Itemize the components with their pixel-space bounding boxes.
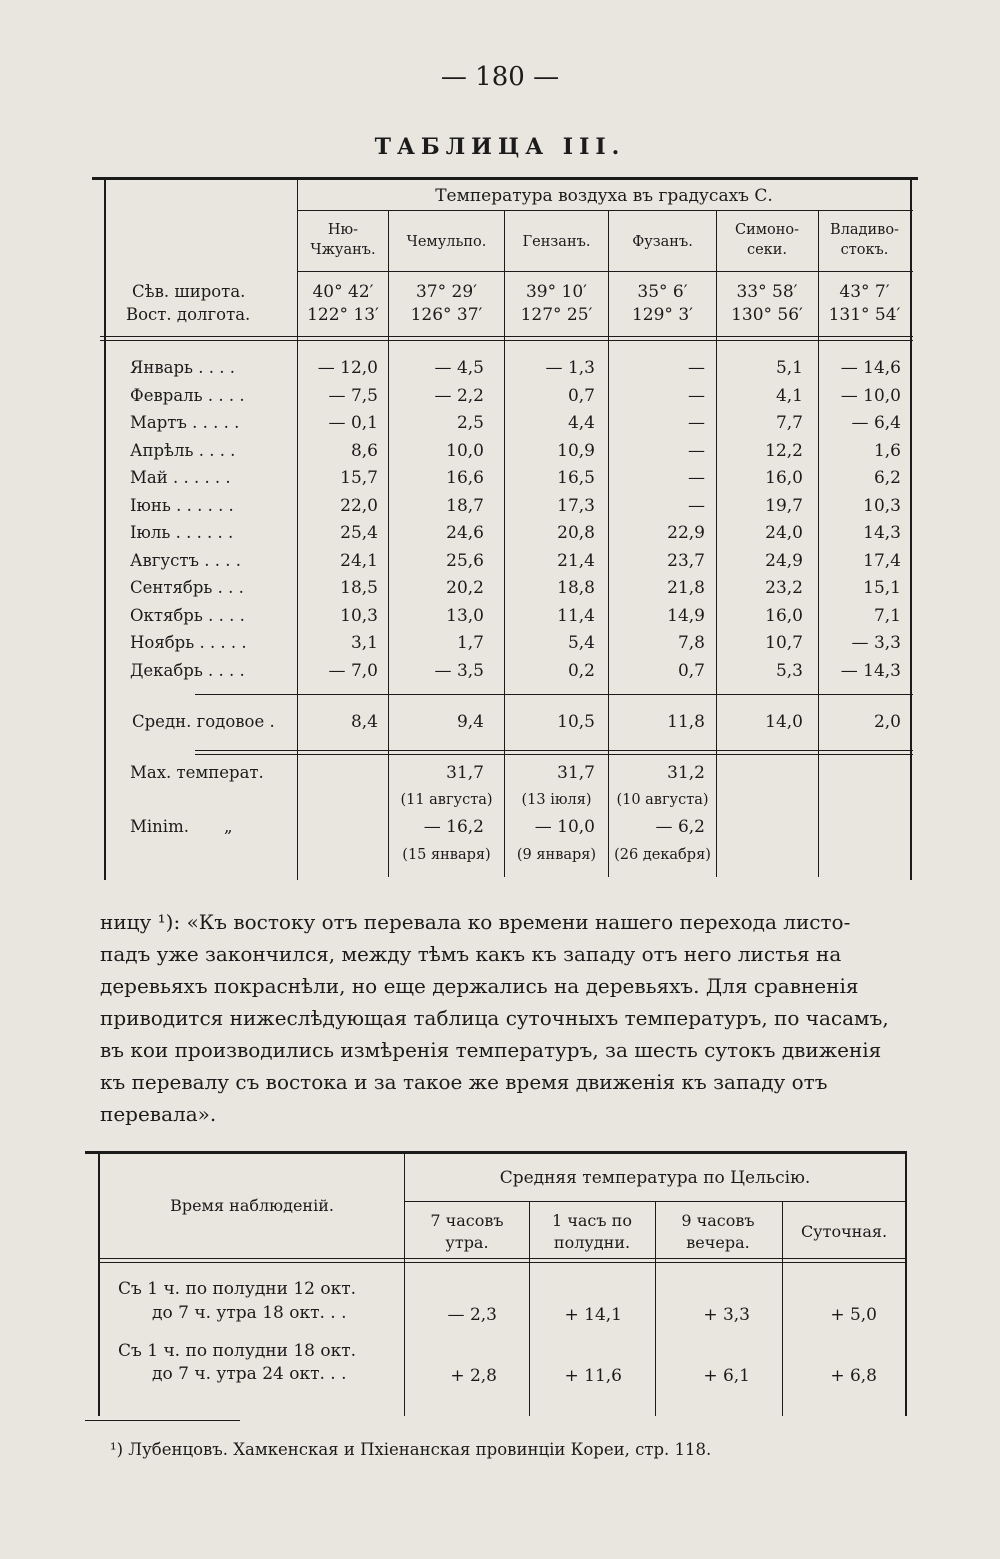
month-label: Октябрь . . . . xyxy=(130,606,245,625)
month-value: 20,2 xyxy=(446,578,484,598)
month-label: Августъ . . . . xyxy=(130,551,241,570)
month-value: 23,2 xyxy=(765,578,803,598)
month-value: — 14,6 xyxy=(840,358,901,378)
month-value: 21,8 xyxy=(667,578,705,598)
month-value: 15,1 xyxy=(863,578,901,598)
period-line: Съ 1 ч. по полудни 12 окт. xyxy=(118,1279,357,1299)
month-value: — 4,5 xyxy=(434,358,484,378)
month-value: 24,9 xyxy=(765,551,803,571)
period-line: до 7 ч. утра 24 окт. . . xyxy=(152,1364,347,1384)
month-value: 2,5 xyxy=(456,413,484,433)
max-date: (11 августа) xyxy=(400,792,493,808)
station-header: Фузанъ. xyxy=(632,234,693,250)
month-label: Сентябрь . . . xyxy=(130,578,244,597)
month-value: 16,6 xyxy=(446,468,484,488)
month-value: 22,0 xyxy=(340,496,378,516)
month-value: 14,9 xyxy=(667,606,705,626)
month-value: — 0,1 xyxy=(328,413,378,433)
table2-group-header: Средняя температура по Цельсію. xyxy=(499,1168,811,1188)
month-value: 21,4 xyxy=(557,551,595,571)
footnote-rule xyxy=(85,1420,240,1421)
month-value: 7,7 xyxy=(775,413,803,433)
month-label: Ноябрь . . . . . xyxy=(130,633,247,652)
month-value: 7,1 xyxy=(873,606,901,626)
month-label: Январь . . . . xyxy=(130,358,235,377)
month-value: — xyxy=(688,386,705,406)
month-value: 19,7 xyxy=(765,496,803,516)
min-label: Minim. xyxy=(130,817,189,836)
month-value: 25,6 xyxy=(446,551,484,571)
month-value: — 3,5 xyxy=(434,661,484,681)
max-value: 31,7 xyxy=(446,763,484,783)
daily-value: + 6,1 xyxy=(703,1366,750,1386)
station-longitude: 131° 54′ xyxy=(828,305,901,325)
month-value: 4,4 xyxy=(567,413,595,433)
month-label: Мартъ . . . . . xyxy=(130,413,240,432)
month-value: 1,7 xyxy=(456,633,484,653)
month-value: — 2,2 xyxy=(434,386,484,406)
month-value: 18,5 xyxy=(340,578,378,598)
month-value: — xyxy=(688,496,705,516)
station-latitude: 43° 7′ xyxy=(839,282,890,302)
month-label: Іюнь . . . . . . xyxy=(130,496,234,515)
month-value: — 6,4 xyxy=(851,413,901,433)
month-label: Декабрь . . . . xyxy=(130,661,245,680)
month-value: 10,9 xyxy=(557,441,595,461)
month-label: Апрѣль . . . . xyxy=(130,441,236,460)
month-value: — xyxy=(688,468,705,488)
annual-value: 10,5 xyxy=(557,712,595,732)
station-latitude: 33° 58′ xyxy=(736,282,798,302)
month-value: 3,1 xyxy=(350,633,378,653)
month-value: — 7,0 xyxy=(328,661,378,681)
month-value: 14,3 xyxy=(863,523,901,543)
month-value: — 10,0 xyxy=(840,386,901,406)
month-value: 16,5 xyxy=(557,468,595,488)
annual-value: 11,8 xyxy=(667,712,705,732)
paragraph-line: падъ уже закончился, между тѣмъ какъ къ западу отъ него листья на xyxy=(100,942,842,966)
daily-value: + 5,0 xyxy=(830,1305,877,1325)
paragraph-line: приводится нижеслѣдующая таблица суточныхъ температуръ, по часамъ, xyxy=(100,1006,889,1030)
daily-value: + 2,8 xyxy=(450,1366,497,1386)
station-longitude: 129° 3′ xyxy=(631,305,694,325)
station-header: Владиво-стокъ. xyxy=(830,222,899,258)
paragraph-line: деревьяхъ покраснѣли, но еще держались на деревьяхъ. Для сравненія xyxy=(100,974,859,998)
month-value: 10,3 xyxy=(863,496,901,516)
month-value: — xyxy=(688,358,705,378)
station-header: Гензанъ. xyxy=(522,234,591,250)
min-value: — 10,0 xyxy=(534,817,595,837)
month-value: 10,7 xyxy=(765,633,803,653)
max-date: (10 августа) xyxy=(616,792,709,808)
month-value: 4,1 xyxy=(775,386,803,406)
station-header: Чемульпо. xyxy=(406,234,487,250)
column-header: 1 часъ по полудни. xyxy=(552,1211,632,1252)
column-header: 7 часовъ утра. xyxy=(430,1211,504,1252)
month-value: 10,0 xyxy=(446,441,484,461)
month-value: — 12,0 xyxy=(317,358,378,378)
daily-value: + 11,6 xyxy=(564,1366,622,1386)
min-date: (15 января) xyxy=(402,847,491,863)
month-value: 0,2 xyxy=(567,661,595,681)
month-value: 18,7 xyxy=(446,496,484,516)
column-header: Суточная. xyxy=(800,1222,888,1241)
month-value: 11,4 xyxy=(557,606,595,626)
month-value: 13,0 xyxy=(446,606,484,626)
paragraph-line: перевала». xyxy=(100,1102,217,1126)
month-value: 23,7 xyxy=(667,551,705,571)
month-value: 18,8 xyxy=(557,578,595,598)
min-date: (9 января) xyxy=(516,847,597,863)
footnote: ¹) Лубенцовъ. Хамкенская и Пхіенанская провинціи Кореи, стр. 118. xyxy=(110,1440,712,1459)
month-value: 10,3 xyxy=(340,606,378,626)
month-value: 0,7 xyxy=(677,661,705,681)
month-value: — xyxy=(688,441,705,461)
month-value: 5,3 xyxy=(775,661,803,681)
month-value: 24,6 xyxy=(446,523,484,543)
daily-value: + 14,1 xyxy=(564,1305,622,1325)
month-value: — 3,3 xyxy=(851,633,901,653)
annual-value: 9,4 xyxy=(456,712,484,732)
month-value: — 1,3 xyxy=(545,358,595,378)
month-value: 6,2 xyxy=(873,468,901,488)
month-value: 16,0 xyxy=(765,468,803,488)
max-label: Max. температ. xyxy=(130,763,264,782)
month-value: 1,6 xyxy=(873,441,901,461)
month-value: 7,8 xyxy=(677,633,705,653)
daily-value: — 2,3 xyxy=(447,1305,497,1325)
month-value: 8,6 xyxy=(350,441,378,461)
month-value: 15,7 xyxy=(340,468,378,488)
month-value: 24,1 xyxy=(340,551,378,571)
station-header: Ню-Чжуанъ. xyxy=(310,222,376,258)
month-value: 17,4 xyxy=(863,551,901,571)
month-label: Май . . . . . . xyxy=(130,468,231,487)
month-value: 20,8 xyxy=(557,523,595,543)
month-value: 25,4 xyxy=(340,523,378,543)
time-header: Время наблюденій. xyxy=(170,1196,334,1215)
table1-group-header: Температура воздуха въ градусахъ С. xyxy=(435,186,773,206)
min-value: — 6,2 xyxy=(655,817,705,837)
station-longitude: 130° 56′ xyxy=(731,305,803,325)
station-header: Симоно-секи. xyxy=(734,222,800,258)
month-label: Февраль . . . . xyxy=(130,386,245,405)
month-label: Іюль . . . . . . xyxy=(130,523,234,542)
daily-value: + 6,8 xyxy=(830,1366,877,1386)
max-value: 31,7 xyxy=(557,763,595,783)
month-value: 16,0 xyxy=(765,606,803,626)
paragraph-line: въ кои производились измѣренія температуръ, за шесть сутокъ движенія xyxy=(100,1038,882,1062)
station-latitude: 39° 10′ xyxy=(525,282,588,302)
table-title: ТАБЛИЦА III. xyxy=(374,134,626,160)
month-value: 22,9 xyxy=(667,523,705,543)
station-longitude: 127° 25′ xyxy=(520,305,593,325)
month-value: 12,2 xyxy=(765,441,803,461)
station-latitude: 37° 29′ xyxy=(415,282,478,302)
annual-value: 2,0 xyxy=(873,712,901,732)
month-value: — xyxy=(688,413,705,433)
max-value: 31,2 xyxy=(667,763,705,783)
month-value: — 14,3 xyxy=(840,661,901,681)
station-longitude: 122° 13′ xyxy=(307,305,379,325)
annual-value: 8,4 xyxy=(350,712,378,732)
station-longitude: 126° 37′ xyxy=(410,305,483,325)
month-value: 17,3 xyxy=(557,496,595,516)
period-line: до 7 ч. утра 18 окт. . . xyxy=(152,1303,347,1323)
station-latitude: 35° 6′ xyxy=(637,282,688,302)
month-value: 24,0 xyxy=(765,523,803,543)
month-value: 5,1 xyxy=(775,358,803,378)
column-header: 9 часовъ вечера. xyxy=(681,1211,755,1252)
daily-value: + 3,3 xyxy=(703,1305,750,1325)
month-value: 5,4 xyxy=(567,633,595,653)
max-date: (13 іюля) xyxy=(521,792,592,808)
min-date: (26 декабря) xyxy=(614,847,711,863)
paragraph-line: къ перевалу съ востока и за такое же время движенія къ западу отъ xyxy=(100,1070,828,1094)
ditto-mark: „ xyxy=(224,817,233,836)
latitude-label: Сѣв. широта. xyxy=(132,282,246,301)
min-value: — 16,2 xyxy=(423,817,484,837)
body-paragraph xyxy=(100,906,930,1130)
month-value: 0,7 xyxy=(567,386,595,406)
page-number: — 180 — xyxy=(440,62,560,92)
month-value: — 7,5 xyxy=(328,386,378,406)
paragraph-line: ницу ¹): «Къ востоку отъ перевала ко времени нашего перехода листо- xyxy=(100,910,851,934)
station-latitude: 40° 42′ xyxy=(312,282,374,302)
annual-value: 14,0 xyxy=(765,712,803,732)
period-line: Съ 1 ч. по полудни 18 окт. xyxy=(118,1341,357,1361)
annual-label: Средн. годовое . xyxy=(132,712,275,731)
longitude-label: Вост. долгота. xyxy=(126,305,251,324)
